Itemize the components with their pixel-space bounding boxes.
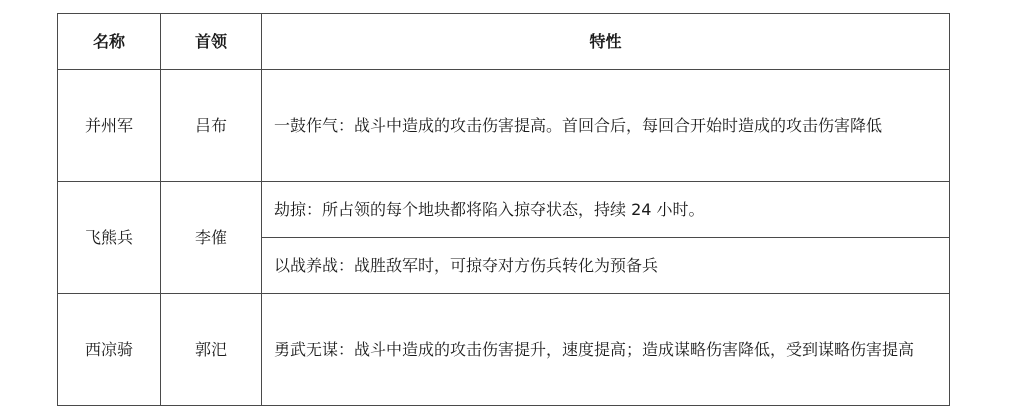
trait-text: 一鼓作气：战斗中造成的攻击伤害提高。首回合后，每回合开始时造成的攻击伤害降低 (274, 115, 883, 135)
table-header-row (58, 14, 950, 70)
header-leader: 首领 (161, 14, 262, 70)
unit-leader-cell: 郭汜 (161, 294, 262, 406)
trait-text: 勇武无谋：战斗中造成的攻击伤害提升，速度提高；造成谋略伤害降低，受到谋略伤害提高 (274, 339, 915, 359)
table-row (58, 294, 950, 406)
unit-name-cell: 并州军 (58, 70, 161, 182)
unit-leader-cell: 吕布 (161, 70, 262, 182)
header-name: 名称 (58, 14, 161, 70)
trait-text: 以战养战：战胜敌军时，可掠夺对方伤兵转化为预备兵 (274, 255, 659, 275)
unit-name-cell: 西凉骑 (58, 294, 161, 406)
unit-trait-cell (262, 294, 950, 406)
unit-leader-cell: 李傕 (161, 182, 262, 294)
units-table (57, 13, 950, 406)
units-table-container (57, 13, 949, 406)
unit-trait-cell (262, 70, 950, 182)
trait-text: 劫掠：所占领的每个地块都将陷入掠夺状态，持续 24 小时。 (274, 199, 705, 219)
header-trait: 特性 (262, 14, 950, 70)
unit-trait-cell (262, 238, 950, 294)
unit-name-cell: 飞熊兵 (58, 182, 161, 294)
unit-trait-cell (262, 182, 950, 238)
table-row (58, 182, 950, 238)
table-row (58, 70, 950, 182)
